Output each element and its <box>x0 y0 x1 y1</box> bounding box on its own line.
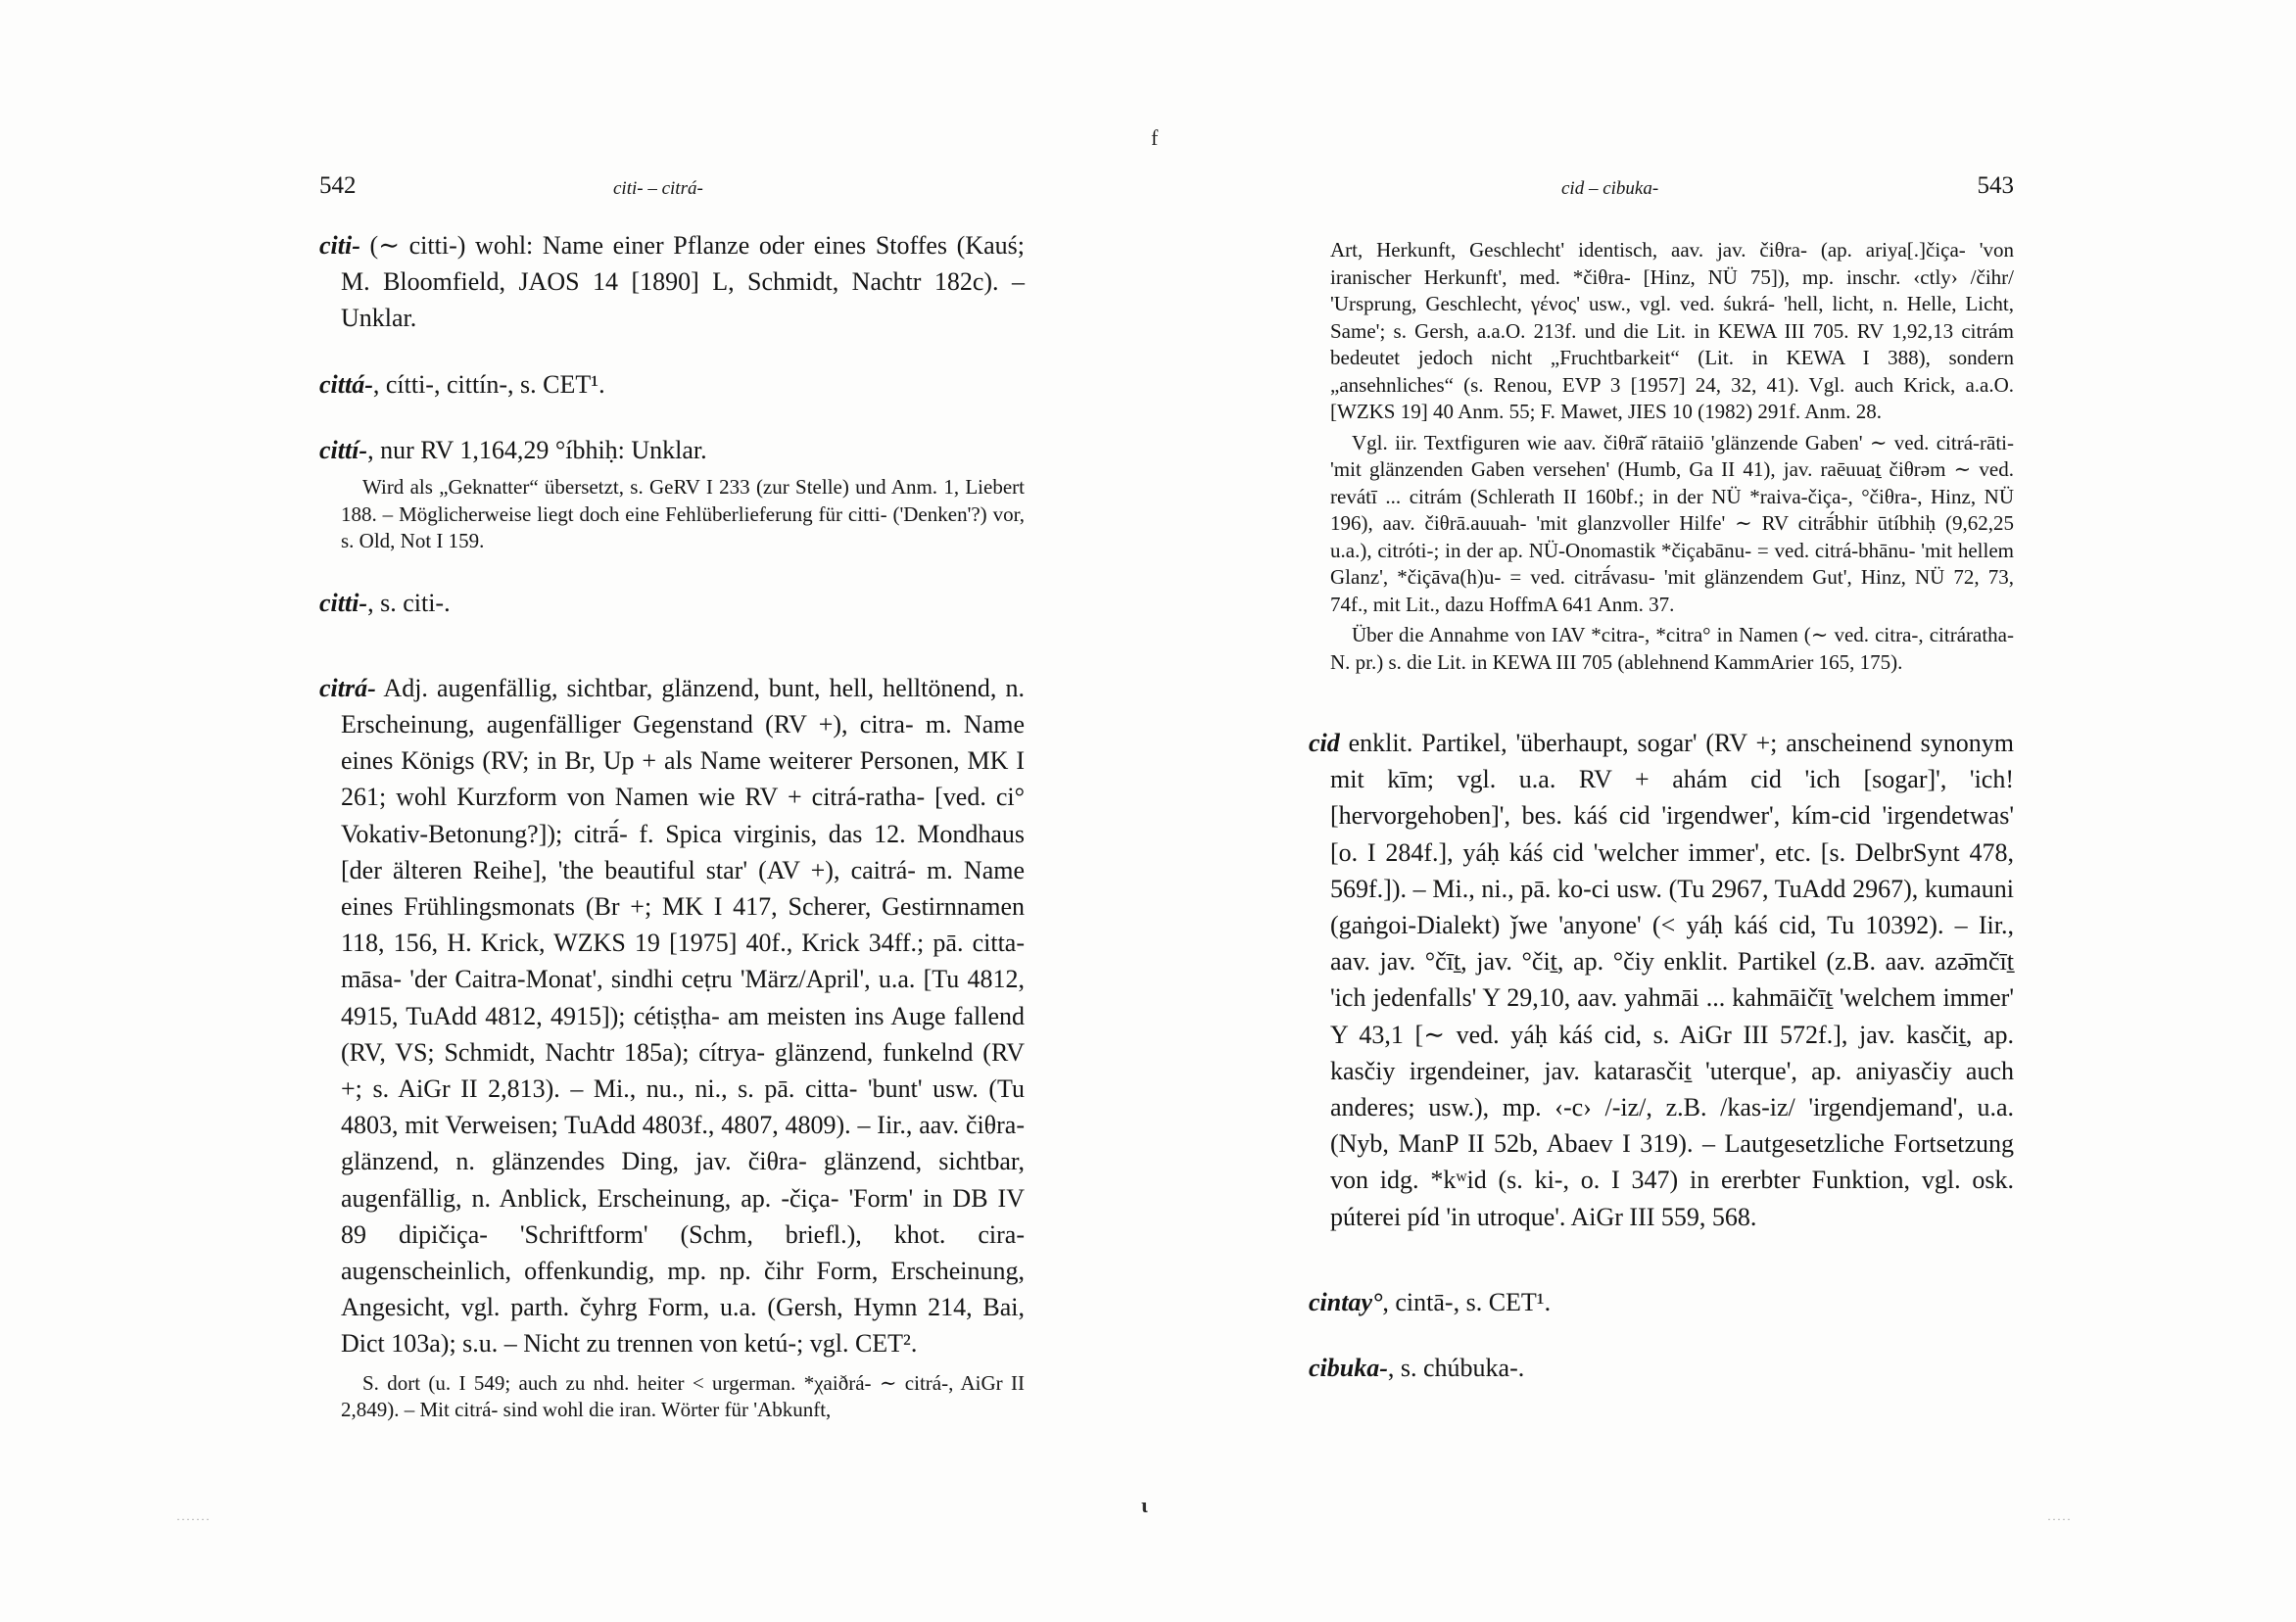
dictionary-entry <box>319 432 1025 468</box>
entry-note: Wird als „Geknatter“ übersetzt, s. GeRV I 233 (zur Stelle) und Anm. 1, Liebert 188. – Möglicherweise liegt doch eine Fehlüberlieferung für citti- ('Denken'?) vor, s. Old, Not I 159. <box>341 475 1025 553</box>
entry-text: , cintā-, s. CET¹. <box>1382 1287 1552 1316</box>
running-header <box>319 172 1025 212</box>
left-page <box>319 0 1025 1622</box>
running-head-title: citi- – citrá- <box>613 178 703 199</box>
page-body <box>1309 237 2014 1386</box>
entry-note: S. dort (u. I 549; auch zu nhd. heiter < urgerman. *χaiðrá- ∼ citrá-, AiGr II 2,849). – Mit citrá- sind wohl die iran. Wörter für 'Abkunft, <box>341 1370 1025 1422</box>
entry-text: (∼ citti-) wohl: Name einer Pflanze oder eines Stoffes (Kauś; M. Bloomfield, JAOS 14 [1890] L, Schmidt, Nachtr 182c). – Unklar. <box>341 231 1025 333</box>
entry-lemma: cid <box>1309 729 1340 757</box>
dictionary-entry <box>1309 1350 2014 1386</box>
entry-lemma: cittí- <box>319 435 368 464</box>
right-page <box>1309 0 2014 1622</box>
entry-lemma: citi- <box>319 231 360 260</box>
entry-lemma: citrá- <box>319 673 376 702</box>
continued-note: Art, Herkunft, Geschlecht' identisch, aav. jav. čiθra- (ap. ariya[.]čiça- 'von iranischer Herkunft', med. *čiθra- [Hinz, NÜ 75]), mp. inschr. ‹ctly› /čihr/ 'Ursprung, Geschlecht, γένος' usw., vgl. ved. śukrá- 'hell, licht, n. Helle, Licht, Same'; s. Gersh, a.a.O. 213f. und die Lit. in KEWA III 705. RV 1,92,13 citrám bedeutet jedoch nicht „Fruchtbarkeit“ (Lit. in KEWA I 388), sondern „ansehnliches“ (s. Renou, EVP 3 [1957] 24, 32, 41). Vgl. auch Krick, a.a.O. [WZKS 19] 40 Anm. 55; F. Mawet, JIES 10 (1982) 291f. Anm. 28. <box>1330 238 2014 423</box>
running-header <box>1309 172 2014 212</box>
entry-text: enklit. Partikel, 'überhaupt, sogar' (RV +; anscheinend synonym mit kīm; vgl. u.a. RV + ahám cid 'ich [sogar]', 'ich! [hervorgehoben]', bes. káś cid 'irgendwer', kím-cid 'irgendetwas' [o. I 284f.], yáḥ káś cid 'welcher immer', etc. [s. DelbrSynt 478, 569f.]). – Mi., ni., pā. ko-ci usw. (Tu 2967, TuAdd 2967), kumauni (gaṅgoi-Dialekt) ǰwe 'anyone' (< yáḥ káś cid, Tu 10392). – Iir., aav. jav. °čīṯ, jav. °čiṯ, ap. °čiy enklit. Partikel (z.B. aav. azə̄mčīṯ 'ich jedenfalls' Y 29,10, aav. yahmāi ... kahmāičīṯ 'welchem immer' Y 43,1 [∼ ved. yáḥ káś cid, s. AiGr III 572f.], jav. kasčiṯ, ap. kasčiy irgendeiner, jav. katarasčiṯ 'uterque', ap. aniyasčiy auch anderes; usw.), mp. ‹-c› /-iz/, z.B. /kas-iz/ 'irgendjemand', u.a. (Nyb, ManP II 52b, Abaev I 319). – Lautgesetzliche Fortsetzung von idg. *kʷid (s. ki-, o. I 347) in ererbter Funktion, vgl. osk. púterei píd 'in utroque'. AiGr III 559, 568. <box>1330 729 2014 1231</box>
page-number: 542 <box>319 172 357 199</box>
dictionary-entry <box>1309 1284 2014 1320</box>
entry-text: , s. chúbuka-. <box>1387 1354 1525 1383</box>
page-body <box>319 227 1025 1424</box>
dictionary-entry <box>319 366 1025 403</box>
entry-lemma: cintay° <box>1309 1287 1383 1316</box>
entry-lemma: citti- <box>319 588 368 617</box>
dictionary-entry <box>1309 725 2014 1235</box>
dictionary-entry <box>319 670 1025 1362</box>
running-head-title: cid – cibuka- <box>1561 178 1659 199</box>
scan-tick-right: ····· <box>2047 1512 2072 1526</box>
top-center-mark: f <box>1151 125 1159 150</box>
entry-text: , nur RV 1,164,29 °íbhiḥ: Unklar. <box>367 435 707 464</box>
entry-text: , s. citi-. <box>367 588 451 617</box>
scan-tick-left: ······· <box>176 1512 211 1526</box>
entry-text: Adj. augenfällig, sichtbar, glänzend, bunt, hell, helltönend, n. Erscheinung, augenfälliger Gegenstand (RV +), citra- m. Name eines Königs (RV; in Br, Up + als Name weiterer Personen, MK I 261; wohl Kurzform von Namen wie RV + citrá-ratha- [ved. ci° Vokativ-Betonung?]); citrā́- f. Spica virginis, das 12. Mondhaus [der älteren Reihe], 'the beautiful star' (AV +), caitrá- m. Name eines Frühlingsmonats (Br +; MK I 417, Scherer, Gestirnnamen 118, 156, H. Krick, WZKS 19 [1975] 40f., Krick 34ff.; pā. citta-māsa- 'der Caitra-Monat', sindhi ceṭru 'März/April', u.a. [Tu 4812, 4915, TuAdd 4812, 4915]); cétiṣṭha- am meisten ins Auge fallend (RV, VS; Schmidt, Nachtr 185a); cítrya- glänzend, funkelnd (RV +; s. AiGr II 2,813). – Mi., nu., ni., s. pā. citta- 'bunt' usw. (Tu 4803, mit Verweisen; TuAdd 4803f., 4807, 4809). – Iir., aav. čiθra- glänzend, n. glänzendes Ding, jav. čiθra- glänzend, sichtbar, augenfällig, n. Anblick, Erscheinung, ap. -čiça- 'Form' in DB IV 89 dipičiça- 'Schriftform' (Schm, briefl.), khot. cira- augenscheinlich, offenkundig, mp. np. čihr Form, Erscheinung, Angesicht, vgl. parth. čyhrg Form, u.a. (Gersh, Hymn 214, Bai, Dict 103a); s.u. – Nicht zu trennen von ketú-; vgl. CET². <box>341 673 1025 1359</box>
page-number: 543 <box>1977 172 2014 199</box>
continued-note: Über die Annahme von IAV *citra-, *citra° in Namen (∼ ved. citra-, citráratha- N. pr.) s. die Lit. in KEWA III 705 (ablehnend KammArier 165, 175). <box>1330 623 2014 674</box>
continued-note: Vgl. iir. Textfiguren wie aav. čiθrā̆ rātaiiō 'glänzende Gaben' ∼ ved. citrá-rāti- 'mit glänzenden Gaben versehen' (Humb, Ga II 41), jav. raēuuaṯ čiθrəm ∼ ved. revátī ... citrám (Schlerath II 160bf.; in der NÜ *raiva-čiça-, °čiθra-, Hinz, NÜ 196), aav. čiθrā.auuah- 'mit glanzvoller Hilfe' ∼ RV citrā́bhir ūtíbhiḥ (9,62,25 u.a.), citróti-; in der ap. NÜ-Onomastik *čiçabānu- = ved. citrá-bhānu- 'mit hellem Glanz', *čiçāva(h)u- = ved. citrā́vasu- 'mit glänzendem Gut', Hinz, NÜ 72, 73, 74f., mit Lit., dazu HoffmA 641 Anm. 37. <box>1330 430 2014 616</box>
dictionary-entry <box>319 227 1025 337</box>
entry-lemma: cittá- <box>319 369 373 399</box>
dictionary-entry <box>319 585 1025 621</box>
entry-lemma: cibuka- <box>1309 1354 1388 1383</box>
entry-text: , cítti-, cittín-, s. CET¹. <box>372 369 605 399</box>
bottom-center-mark: ι <box>1141 1493 1148 1517</box>
